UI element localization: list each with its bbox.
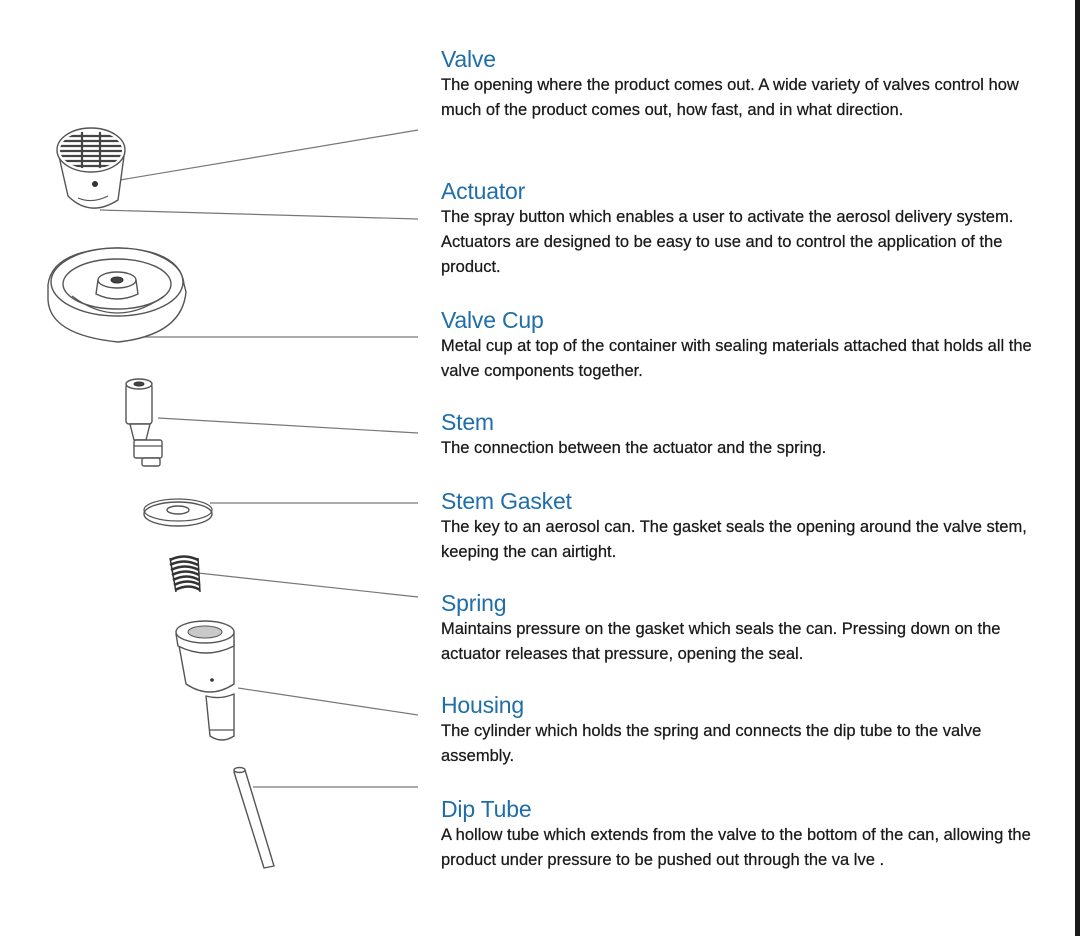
leader-line-stem <box>158 418 418 433</box>
part-stem-gasket <box>441 488 1041 565</box>
actuator-drawing <box>57 128 125 208</box>
part-name-dip-tube: Dip Tube <box>441 796 532 822</box>
part-name-actuator: Actuator <box>441 178 526 204</box>
leader-line-spring <box>198 573 418 597</box>
housing-drawing <box>176 621 234 740</box>
spring-drawing <box>170 556 200 594</box>
valve-cup-drawing <box>48 248 186 342</box>
part-valve <box>441 46 1041 123</box>
leader-line-valve <box>120 130 418 180</box>
part-desc-spring: Maintains pressure on the gasket which seals the can. Pressing down on the actuator releases that pressure, opening the seal. <box>441 620 1001 663</box>
stem-drawing <box>126 379 162 466</box>
part-desc-dip-tube: A hollow tube which extends from the valve to the bottom of the can, allowing the product under pressure to be pushed out through the va lve . <box>441 826 1031 869</box>
leader-line-housing <box>238 688 418 715</box>
part-name-valve-cup: Valve Cup <box>441 307 544 333</box>
part-valve-cup <box>441 307 1041 384</box>
part-name-stem: Stem <box>441 409 494 435</box>
part-desc-actuator: The spray button which enables a user to activate the aerosol delivery system. Actuators are designed to be easy to use and to control the application of the product. <box>441 208 1014 276</box>
nozzle-icon <box>92 181 98 187</box>
stem-gasket-drawing <box>144 499 212 526</box>
part-name-valve: Valve <box>441 46 496 72</box>
part-desc-stem: The connection between the actuator and the spring. <box>441 439 827 457</box>
part-dip-tube <box>441 796 1041 873</box>
dip-tube-drawing <box>234 768 274 869</box>
part-spring <box>441 590 1041 667</box>
part-desc-stem-gasket: The key to an aerosol can. The gasket seals the opening around the valve stem, keeping the can airtight. <box>441 518 1027 561</box>
part-stem <box>441 409 1041 461</box>
part-desc-housing: The cylinder which holds the spring and connects the dip tube to the valve assembly. <box>441 722 982 765</box>
part-name-housing: Housing <box>441 692 524 718</box>
part-housing <box>441 692 1041 769</box>
part-desc-valve-cup: Metal cup at top of the container with sealing materials attached that holds all the valve components together. <box>441 337 1032 380</box>
part-desc-valve: The opening where the product comes out. A wide variety of valves control how much of the product comes out, how fast, and in what direction. <box>441 76 1019 119</box>
part-name-spring: Spring <box>441 590 507 616</box>
part-name-stem-gasket: Stem Gasket <box>441 488 572 514</box>
part-actuator <box>441 178 1041 280</box>
leader-line-actuator <box>100 210 418 219</box>
